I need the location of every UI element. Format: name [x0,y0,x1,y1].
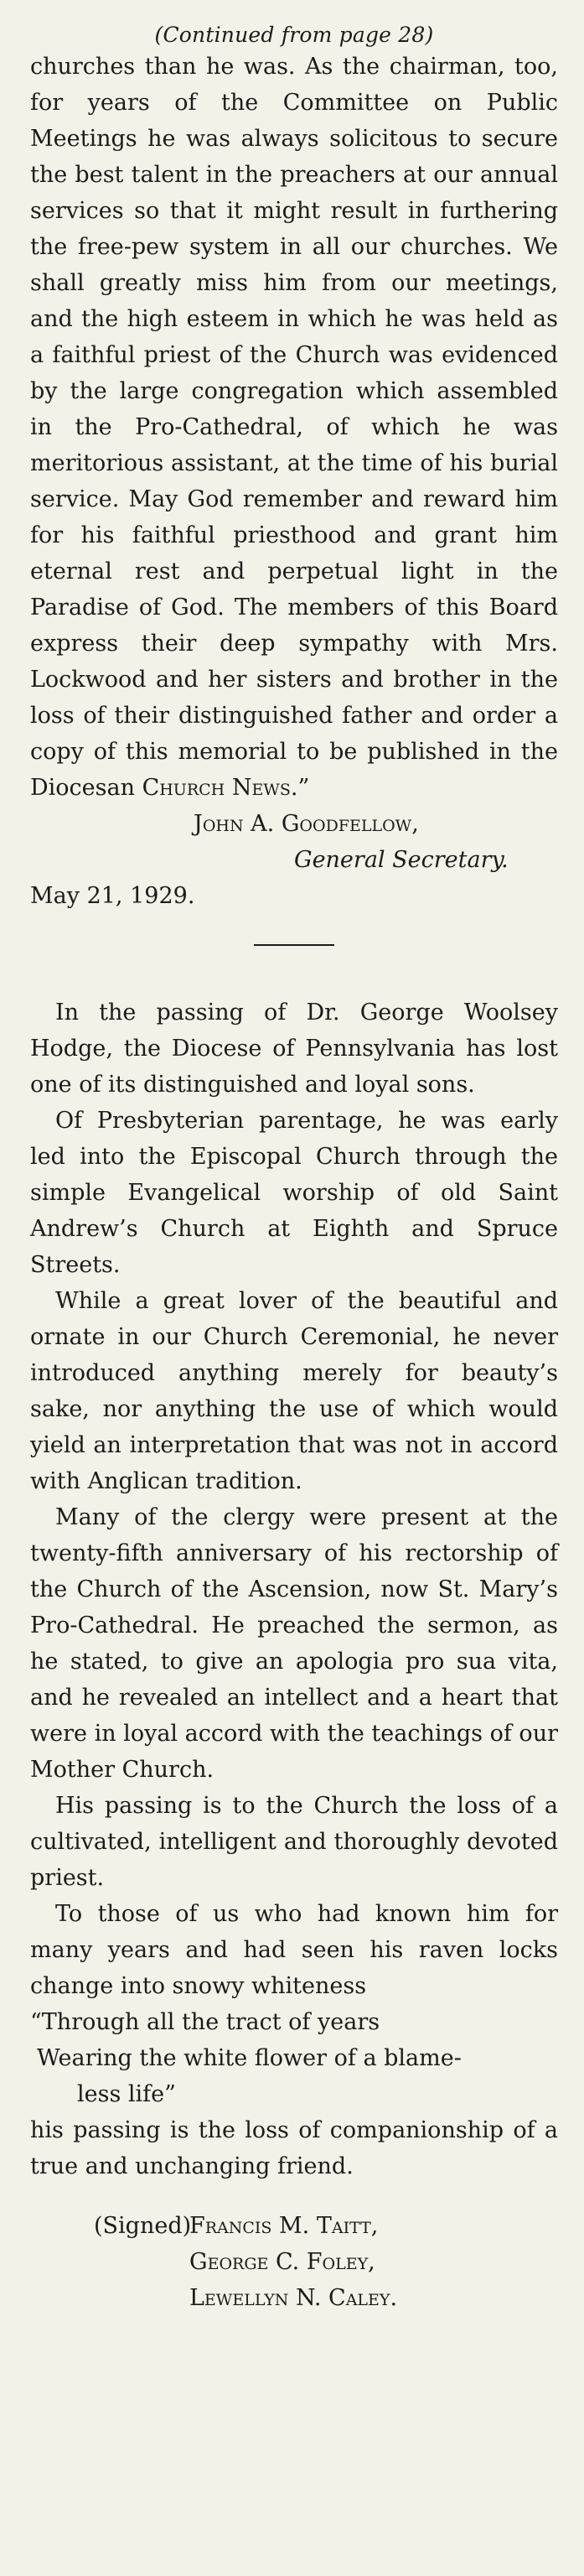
memorial-signer-name: John A. Goodfellow, [194,811,419,837]
tribute-paragraph-3: While a great lover of the beautiful and ornate in our Church Ceremonial, he never introduced anything merely for beauty’s sake, nor anything the use of which would yield an interpretation that was not in accord with Anglican tradition. [30,1288,558,1494]
tribute-paragraph-1: In the passing of Dr. George Woolsey Hodge, the Diocese of Pennsylvania has lost one of its distinguished and loyal sons. [30,1000,558,1098]
tribute-paragraph-6: To those of us who had known him for many years and had seen his raven locks change into snowy whiteness [30,1901,558,1999]
poem-quote-line-3: less life” [77,2081,176,2107]
church-news-title: Church News [142,775,291,801]
memorial-signer-title: General Secretary. [294,847,509,873]
poem-quote-line-1: “Through all the tract of years [30,2009,380,2035]
section-divider [254,944,334,946]
hodge-tribute-section [30,995,558,2316]
tribute-paragraph-7: his passing is the loss of companionship of a true and unchanging friend. [30,2117,558,2179]
signer-name: Francis M. Taitt, [189,2213,379,2239]
signature-row [30,2244,558,2280]
tribute-paragraph-5: His passing is to the Church the loss of a cultivated, intelligent and thoroughly devoted priest. [30,1793,558,1891]
memorial-text: churches than he was. As the chairman, too, for years of the Committee on Public Meetings he was always solicitous to secure the best talent in the preachers at our annual services so that it might result in furthering the free-pew system in all our churches. We shall greatly miss him from our meetings, and the high esteem in which he was held as a faithful priest of the Church was evidenced by the large congregation which assembled in the Pro-Cathedral, of which he was meritorious assistant, at the time of his burial service. May God remember and reward him for his faithful priesthood and grant him eternal rest and perpetual light in the Paradise of God. The members of this Board express their deep sympathy with Mrs. Lockwood and her sisters and brother in the loss of their distinguished father and order a copy of this memorial to be published in the Diocesan [30,54,558,801]
signed-label: (Signed) [94,2213,192,2239]
tribute-paragraph-2: Of Presbyterian parentage, he was early led into the Episcopal Church through the simple Evangelical worship of old Saint Andrew’s Church at Eighth and Spruce Streets. [30,1108,558,1278]
signer-name: George C. Foley, [189,2249,375,2275]
signer-name: Lewellyn N. Caley. [189,2285,398,2311]
memorial-section [30,49,558,914]
continued-note: (Continued from page 28) [154,23,434,47]
signature-row [30,2208,558,2244]
memorial-body [30,49,558,806]
tribute-paragraph-4: Many of the clergy were present at the twenty-fifth anniversary of his rectorship of the Church of the Ascension, now St. Mary’s Pro-Cathedral. He preached the sermon, as he stated, to give an apologia pro sua vita, and he revealed an intellect and a heart that were in loyal accord with the teachings of our Mother Church. [30,1504,558,1783]
poem-quote-line-2: Wearing the white flower of a blame- [37,2045,462,2071]
signature-row [30,2280,558,2316]
memorial-date: May 21, 1929. [30,883,195,909]
document-page [30,22,558,2316]
signatures-block [30,2208,558,2316]
memorial-closing-quote: .” [290,775,310,801]
